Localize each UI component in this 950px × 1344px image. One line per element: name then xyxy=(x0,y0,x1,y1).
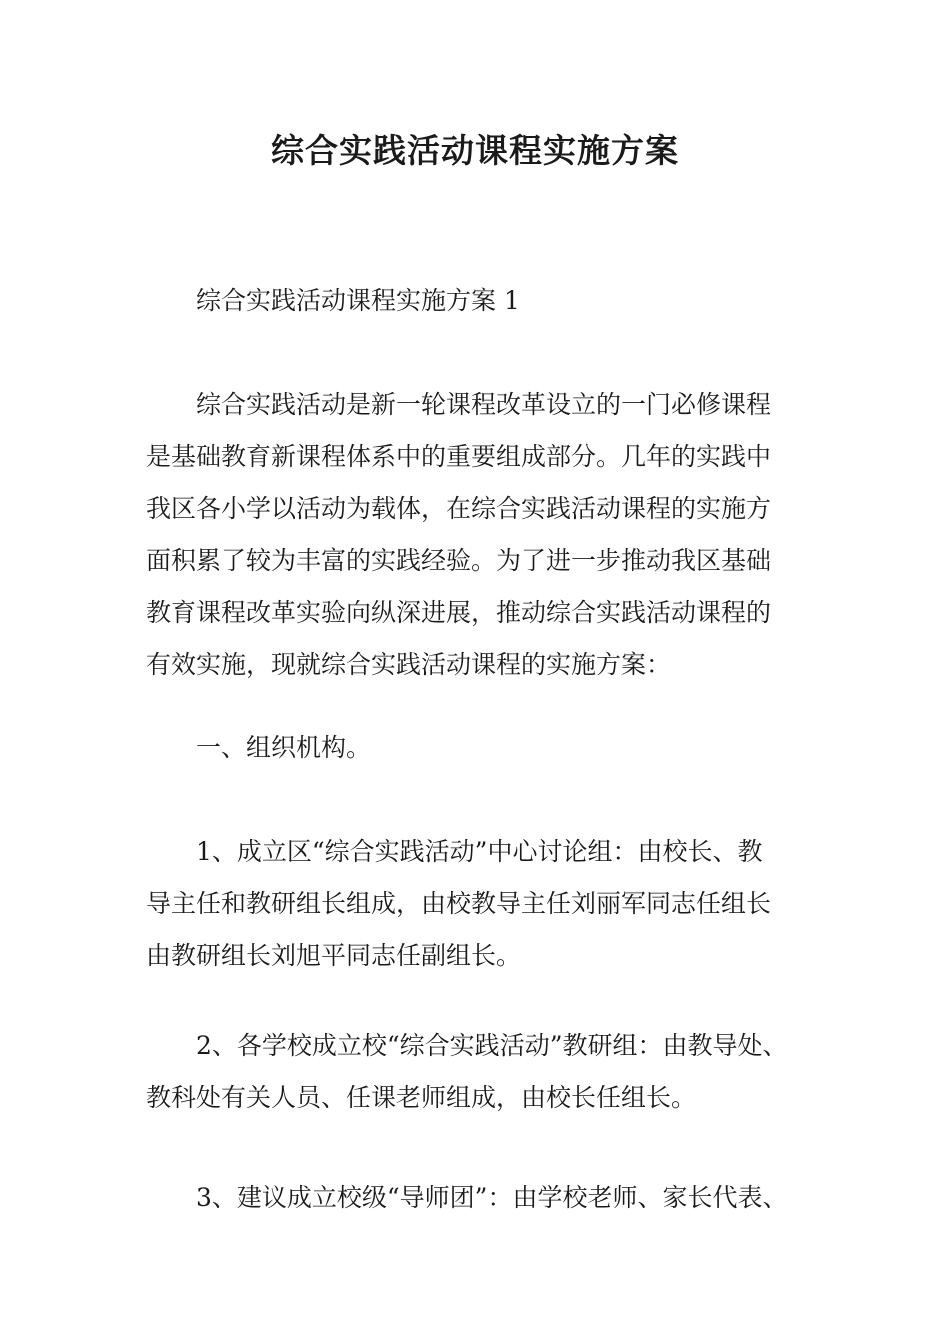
document-title: 综合实践活动课程实施方案 xyxy=(271,131,679,170)
part-heading-text: 一、组织机构。 xyxy=(196,733,372,762)
section-heading: 综合实践活动课程实施方案 1 xyxy=(196,286,520,315)
paragraph-line: 2、各学校成立校“综合实践活动”教研组：由教导处、 xyxy=(196,1031,788,1060)
paragraph-line: 导主任和教研组长组成，由校教导主任刘丽军同志任组长 xyxy=(146,889,772,918)
item-3-paragraph xyxy=(146,1172,836,1224)
part-one-heading xyxy=(146,722,836,774)
paragraph-line: 我区各小学以活动为载体，在综合实践活动课程的实施方 xyxy=(146,494,772,523)
paragraph-line: 教育课程改革实验向纵深进展，推动综合实践活动课程的 xyxy=(146,598,772,627)
paragraph-line: 综合实践活动是新一轮课程改革设立的一门必修课程 xyxy=(196,390,772,419)
item-2-paragraph xyxy=(146,1020,836,1124)
intro-paragraph xyxy=(146,379,836,691)
paragraph-line: 由教研组长刘旭平同志任副组长。 xyxy=(146,941,522,970)
paragraph-line: 是基础教育新课程体系中的重要组成部分。几年的实践中 xyxy=(146,442,772,471)
paragraph-line: 有效实施，现就综合实践活动课程的实施方案： xyxy=(146,650,672,679)
paragraph-line: 教科处有关人员、任课老师组成，由校长任组长。 xyxy=(146,1083,697,1112)
paragraph-line: 3、建议成立校级“导师团”：由学校老师、家长代表、 xyxy=(196,1183,788,1212)
item-1-paragraph xyxy=(146,826,836,982)
paragraph-line: 面积累了较为丰富的实践经验。为了进一步推动我区基础 xyxy=(146,546,772,575)
paragraph-line: 1、成立区“综合实践活动”中心讨论组：由校长、教 xyxy=(196,837,763,866)
